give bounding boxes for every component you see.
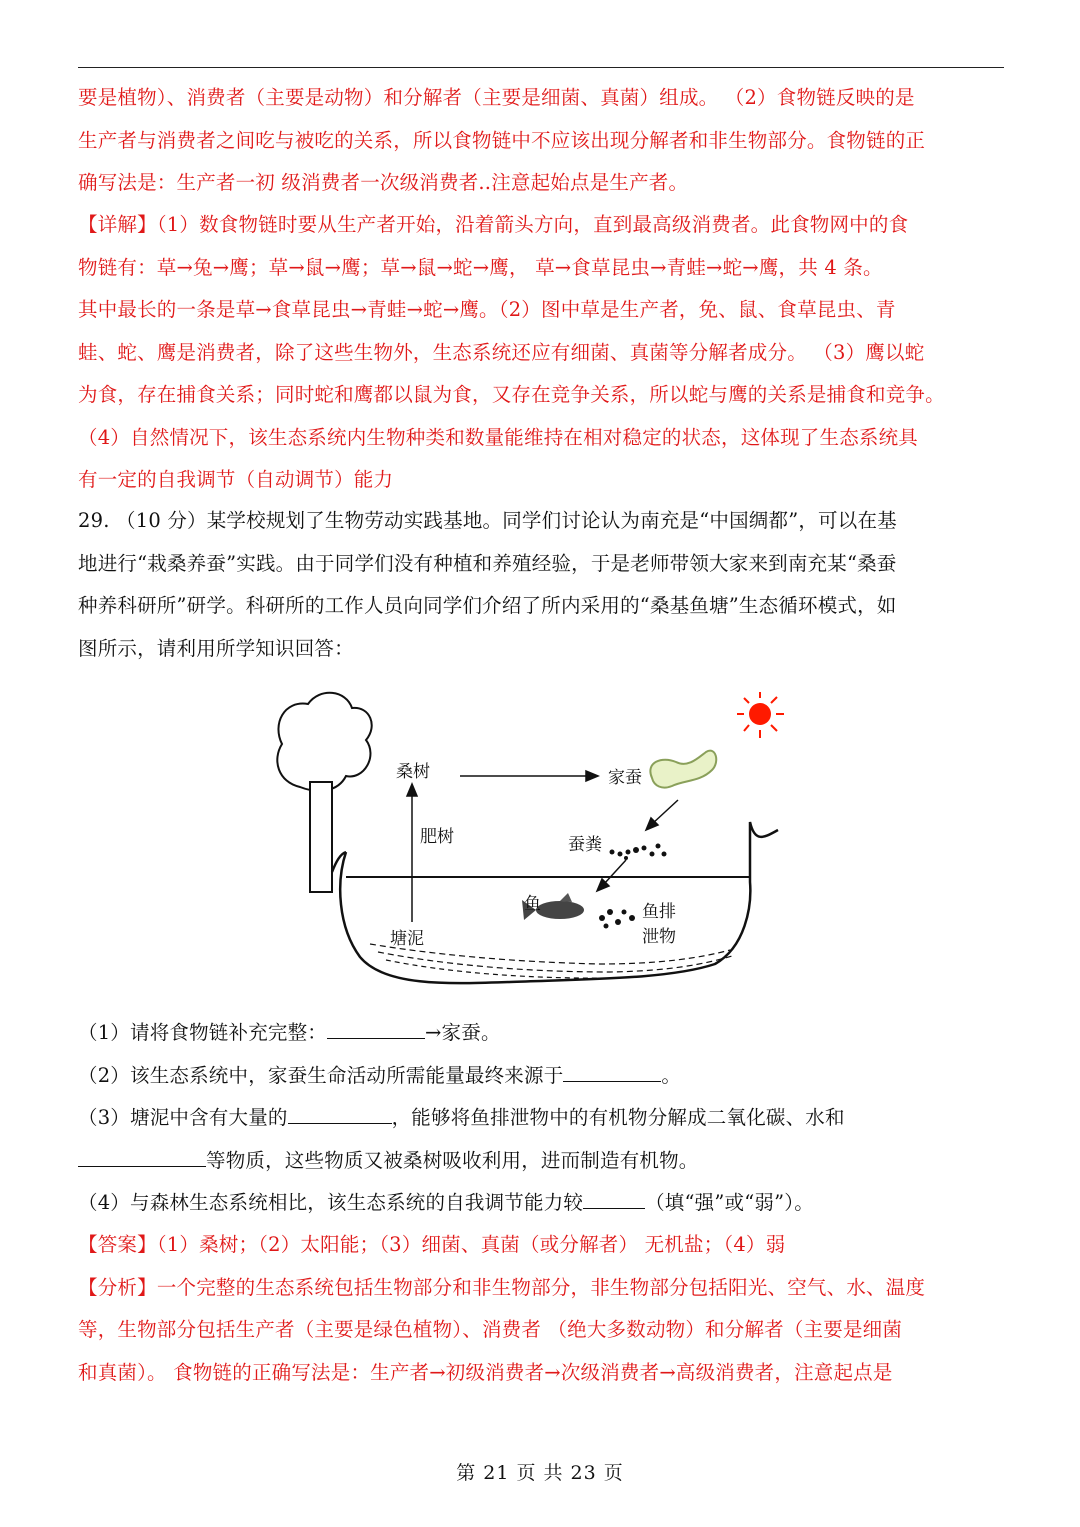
question-line: 地进行“栽桑养蚕”实践。由于同学们没有种植和养殖经验，于是老师带领大家来到南充某“桑蚕 <box>78 551 897 575</box>
analysis-line: 生产者与消费者之间吃与被吃的关系，所以食物链中不应该出现分解者和非生物部分。食物链的正 <box>78 128 926 152</box>
q1-text: （1）请将食物链补充完整： <box>78 1021 328 1044</box>
analysis-first-line <box>78 1267 1008 1310</box>
detail-text: （1）数食物链时要从生产者开始，沿着箭头方向，直到最高级消费者。此食物网中的食 <box>156 213 909 236</box>
q3-text: （3）塘泥中含有大量的 <box>78 1106 288 1129</box>
label-fish-waste-2: 泄物 <box>642 927 676 947</box>
mulberry-fish-pond-diagram <box>260 682 800 1002</box>
dung-dots <box>610 844 667 861</box>
question-29 <box>78 500 1008 670</box>
q2-text: （2）该生态系统中，家蚕生命活动所需能量最终来源于 <box>78 1063 564 1087</box>
label-fish: 鱼 <box>524 894 541 914</box>
analysis-line: 要是植物）、消费者（主要是动物）和分解者（主要是细菌、真菌）组成。 （2）食物链反映的是 <box>78 86 915 109</box>
answer-text: （1）桑树；（2）太阳能；（3）细菌、真菌（或分解者） 无机盐；（4）弱 <box>156 1233 786 1256</box>
q1-blank[interactable] <box>327 1018 425 1039</box>
label-fish-waste-1: 鱼排 <box>642 902 676 922</box>
silkworm-icon <box>650 751 716 788</box>
analysis-text: 一个完整的生态系统包括生物部分和非生物部分，非生物部分包括阳光、空气、水、温度 <box>156 1275 926 1299</box>
analysis-line: 和真菌）。 食物链的正确写法是：生产者→初级消费者→次级消费者→高级消费者，注意起点是 <box>78 1360 893 1384</box>
label-fertilize: 肥树 <box>420 827 454 847</box>
detail-line: 为食，存在捕食关系；同时蛇和鹰都以鼠为食，又存在竞争关系，所以蛇与鹰的关系是捕食和竞争。 <box>78 383 945 406</box>
q4-text: （4）与森林生态系统相比，该生态系统的自我调节能力较 <box>78 1191 584 1214</box>
subquestion-1 <box>78 1012 1008 1055</box>
subquestion-3-cont <box>78 1140 1008 1183</box>
arrowhead <box>407 784 417 796</box>
q3-blank-1[interactable] <box>288 1103 392 1124</box>
q2-post: 。 <box>661 1063 682 1087</box>
analysis-tag: 【分析】 <box>78 1275 157 1299</box>
analysis-line: 确写法是：生产者一初 级消费者一次级消费者..注意起始点是生产者。 <box>78 171 689 194</box>
detail-first-line <box>78 204 1008 247</box>
analysis-continuation <box>78 77 1008 205</box>
label-silkworm: 家蚕 <box>608 768 642 788</box>
label-pond-mud: 塘泥 <box>390 929 424 949</box>
arrowhead <box>586 771 598 781</box>
arrow-silkworm-to-dung <box>652 800 678 824</box>
detail-line: 蛙、蛇、鹰是消费者，除了这些生物外，生态系统还应有细菌、真菌等分解者成分。 （3）鹰以蛇 <box>78 340 925 364</box>
header-rule <box>78 67 1004 68</box>
q2-blank[interactable] <box>563 1061 661 1082</box>
label-mulberry: 桑树 <box>396 762 430 782</box>
subquestions <box>78 1012 1008 1225</box>
answer-line <box>78 1224 1008 1267</box>
fish-waste-dots <box>599 909 635 929</box>
sun-icon <box>737 692 784 738</box>
detail-tag: 【详解】 <box>78 213 157 236</box>
q3-blank-2[interactable] <box>78 1146 206 1167</box>
subquestion-4 <box>78 1182 1008 1225</box>
question-line: 种养科研所”研学。科研所的工作人员向同学们介绍了所内采用的“桑基鱼塘”生态循环模式，如 <box>78 594 897 617</box>
q4-blank[interactable] <box>583 1188 645 1209</box>
question-line: 29. （10 分）某学校规划了生物劳动实践基地。同学们讨论认为南充是“中国绸都”，可以在基 <box>78 509 897 532</box>
analysis-line: 等，生物部分包括生产者（主要是绿色植物）、消费者 （绝大多数动物）和分解者（主要是细菌 <box>78 1318 903 1341</box>
detail-section <box>78 204 1008 502</box>
detail-line: （4）自然情况下，该生态系统内生物种类和数量能维持在相对稳定的状态，这体现了生态系统具 <box>78 425 919 449</box>
detail-line: 物链有：草→兔→鹰；草→鼠→鹰；草→鼠→蛇→鹰， 草→食草昆虫→青蛙→蛇→鹰，共 4 条。 <box>78 255 883 279</box>
mulberry-tree-icon <box>277 693 371 892</box>
arrow-dung-to-fish <box>604 860 626 884</box>
page-footer: 第 21 页 共 23 页 <box>456 1462 624 1484</box>
answer-analysis <box>78 1224 1008 1394</box>
label-silkworm-dung: 蚕粪 <box>568 835 602 855</box>
q1-post: →家蚕。 <box>425 1021 501 1044</box>
answer-tag: 【答案】 <box>78 1233 157 1256</box>
q3-post: ，能够将鱼排泄物中的有机物分解成二氧化碳、水和 <box>391 1106 845 1129</box>
q3-line2: 等物质，这些物质又被桑树吸收利用，进而制造有机物。 <box>206 1148 699 1172</box>
subquestion-2 <box>78 1055 1008 1098</box>
detail-line: 其中最长的一条是草→食草昆虫→青蛙→蛇→鹰。（2）图中草是生产者，免、鼠、食草昆虫、青 <box>78 298 896 321</box>
q4-post: （填“强”或“弱”）。 <box>645 1191 814 1214</box>
detail-line: 有一定的自我调节（自动调节）能力 <box>78 468 394 491</box>
question-line: 图所示，请利用所学知识回答： <box>78 636 354 660</box>
subquestion-3 <box>78 1097 1008 1140</box>
